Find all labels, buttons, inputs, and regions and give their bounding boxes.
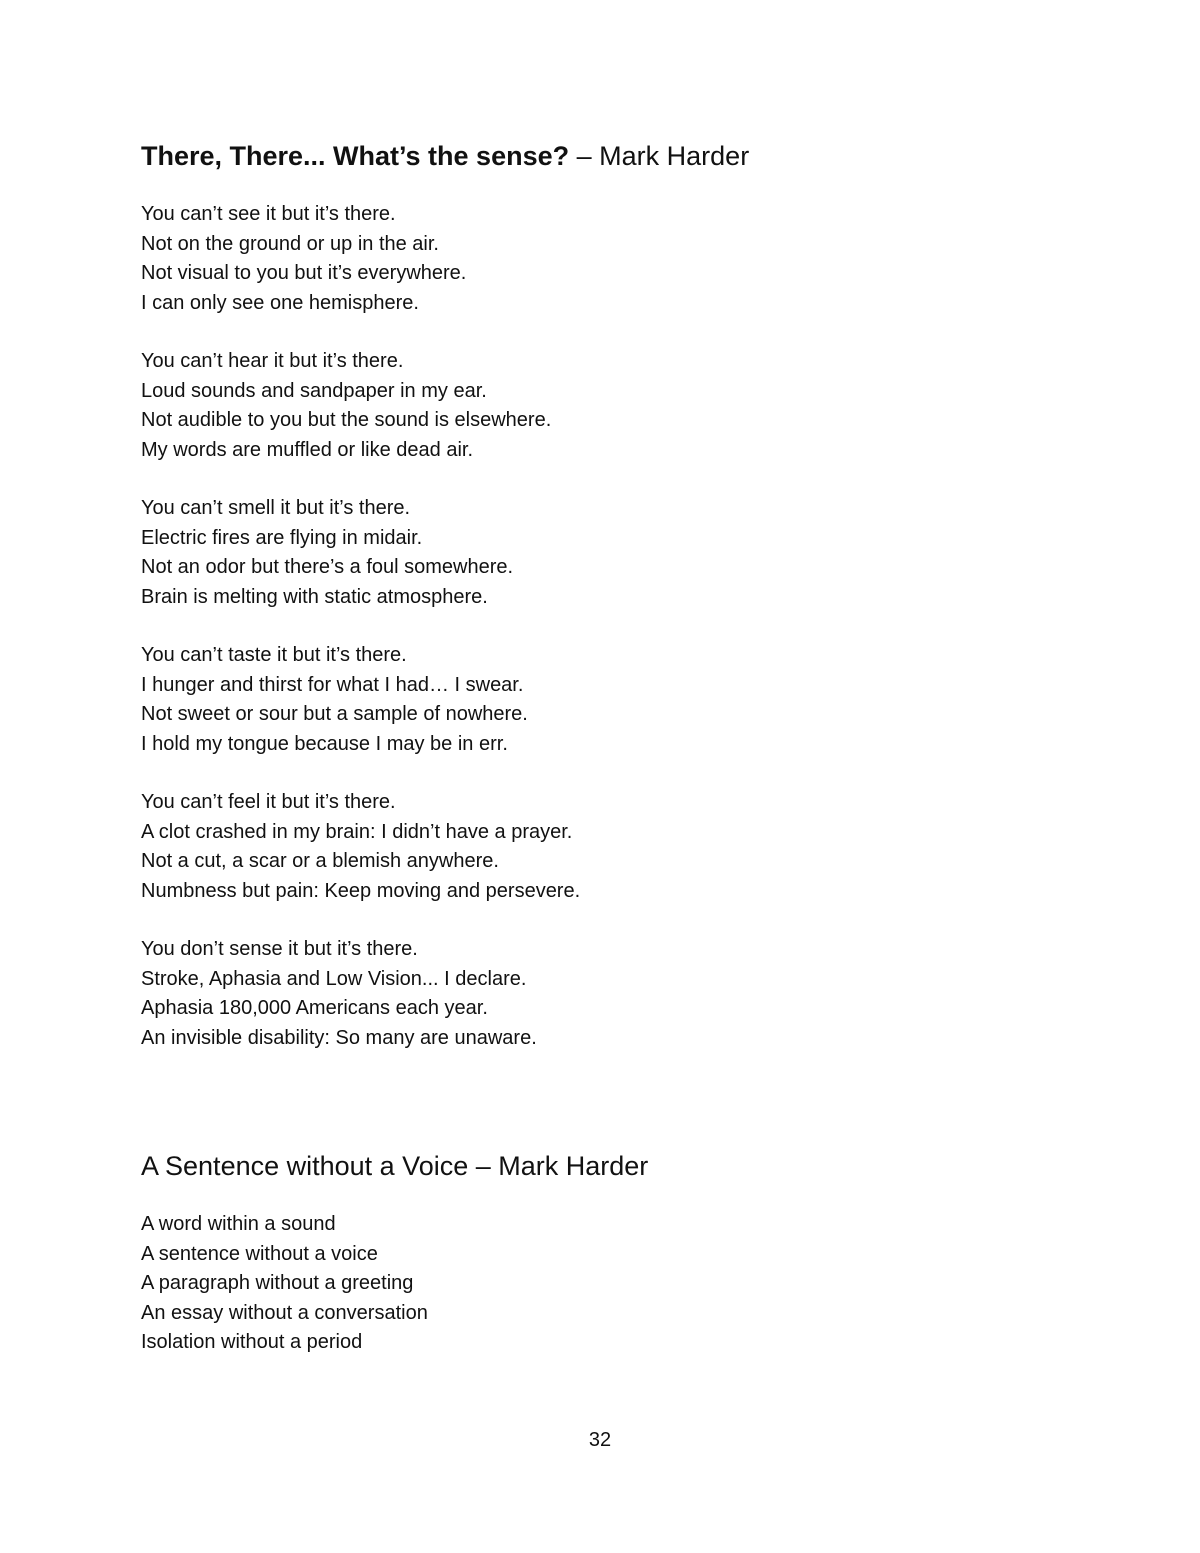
poem-line: Not sweet or sour but a sample of nowhere. <box>141 703 528 725</box>
poem-line: Loud sounds and sandpaper in my ear. <box>141 379 487 402</box>
poem-line: You can’t taste it but it’s there. <box>141 644 407 666</box>
poem-line: I hold my tongue because I may be in err. <box>141 732 508 755</box>
poem-title-text: There, There... What’s the sense? <box>141 141 570 171</box>
poem-line: Not on the ground or up in the air. <box>141 232 439 255</box>
poem-author: Mark Harder <box>498 1151 649 1181</box>
poem-line: Electric fires are flying in midair. <box>141 526 423 549</box>
title-separator: – <box>569 141 600 171</box>
poem-line: Aphasia 180,000 Americans each year. <box>141 997 488 1019</box>
poem-title-text: A Sentence without a Voice <box>141 1151 469 1181</box>
stanza <box>141 788 1041 906</box>
poem-sentence-without-voice <box>141 1148 1041 1387</box>
poem-line: Stroke, Aphasia and Low Vision... I declare. <box>141 967 527 990</box>
poem-line: Isolation without a period <box>141 1331 363 1353</box>
poem-line: A clot crashed in my brain: I didn’t have a prayer. <box>141 820 573 843</box>
poem-line: A paragraph without a greeting <box>141 1272 414 1294</box>
poem-title <box>141 1148 1041 1184</box>
poem-line: You can’t smell it but it’s there. <box>141 497 411 519</box>
poem-line: A word within a sound <box>141 1213 336 1235</box>
poem-line: My words are muffled or like dead air. <box>141 438 474 461</box>
page-number: 32 <box>588 1429 612 1451</box>
stanza <box>141 494 1041 612</box>
poem-title <box>141 138 1041 174</box>
stanza <box>141 935 1041 1053</box>
title-separator: – <box>468 1151 499 1181</box>
poem-line: You don’t sense it but it’s there. <box>141 938 418 960</box>
stanza <box>141 1210 1041 1358</box>
poem-line: You can’t hear it but it’s there. <box>141 350 404 372</box>
poem-line: You can’t see it but it’s there. <box>141 203 396 225</box>
poem-there-there <box>141 138 1041 1082</box>
stanza <box>141 641 1041 759</box>
stanza <box>141 200 1041 318</box>
poem-author: Mark Harder <box>599 141 750 171</box>
stanza <box>141 347 1041 465</box>
poem-line: Brain is melting with static atmosphere. <box>141 585 488 608</box>
poem-line: Not an odor but there’s a foul somewhere. <box>141 556 514 578</box>
poem-line: Not a cut, a scar or a blemish anywhere. <box>141 850 499 872</box>
poem-line: Not visual to you but it’s everywhere. <box>141 262 467 284</box>
poem-line: A sentence without a voice <box>141 1242 378 1265</box>
poem-line: An invisible disability: So many are unaware. <box>141 1026 537 1049</box>
poem-line: I can only see one hemisphere. <box>141 291 419 314</box>
poem-line: An essay without a conversation <box>141 1301 428 1324</box>
poem-line: Numbness but pain: Keep moving and persevere. <box>141 879 581 902</box>
poem-line: You can’t feel it but it’s there. <box>141 791 396 813</box>
poem-line: I hunger and thirst for what I had… I swear. <box>141 673 524 696</box>
poem-line: Not audible to you but the sound is elsewhere. <box>141 409 552 431</box>
